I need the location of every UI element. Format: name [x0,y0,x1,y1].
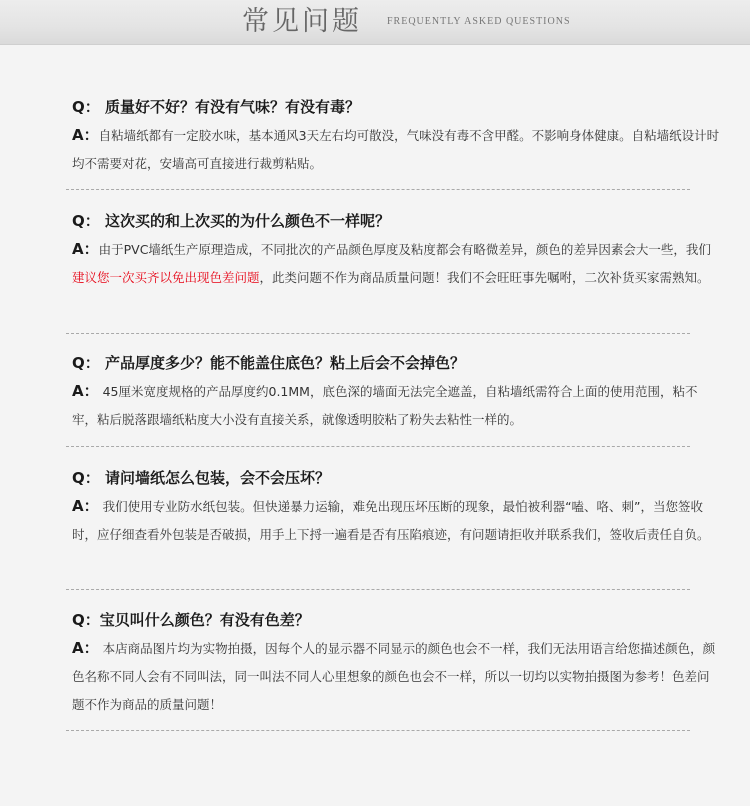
answer-text: 45厘米宽度规格的产品厚度约0.1MM，底色深的墙面无法完全遮盖，自粘墙纸需符合上面的使用范围，粘不牢，粘后脱落跟墙纸粘度大小没有直接关系，就像透明胶粘了粉失去粘性一样的。 [72,384,698,427]
answer-text: 自粘墙纸都有一定胶水味，基本通风3天左右均可散没，气味没有毒不含甲醛。不影响身体健康。自粘墙纸设计时均不需要对花，安墙高可直接进行裁剪粘贴。 [72,128,720,171]
faq-answer [72,121,720,178]
faq-answer [72,634,720,719]
faq-item [72,96,720,178]
faq-item [72,210,720,292]
answer-highlight: 建议您一次买齐以免出现色差问题 [72,270,260,285]
divider [66,333,690,334]
faq-item [72,467,720,549]
answer-label: A： [72,382,99,400]
answer-label: A： [72,639,99,657]
divider [66,446,690,447]
divider [66,589,690,590]
page-title: 常见问题 [242,6,362,37]
divider [66,189,690,190]
faq-question: Q：宝贝叫什么颜色？有没有色差？ [72,611,310,629]
faq-item [72,609,720,719]
divider [66,730,690,731]
answer-text: 由于PVC墙纸生产原理造成，不同批次的产品颜色厚度及粘度都会有略微差异，颜色的差异因素会大一些，我们 [98,242,711,257]
faq-answer [72,235,720,292]
faq-question: Q： 这次买的和上次买的为什么颜色不一样呢？ [72,212,390,230]
faq-question: Q： 质量好不好？有没有气味？有没有毒？ [72,98,360,116]
faq-answer [72,492,720,549]
faq-question: Q： 产品厚度多少？能不能盖住底色？粘上后会不会掉色？ [72,354,465,372]
answer-text: 本店商品图片均为实物拍摄，因每个人的显示器不同显示的颜色也会不一样，我们无法用语言给您描述颜色，颜色名称不同人会有不同叫法，同一叫法不同人心里想象的颜色也会不一样，所以一切均以实物拍摄图为参考！色差问题不作为商品的质量问题！ [72,641,716,712]
faq-item [72,352,720,434]
faq-question: Q： 请问墙纸怎么包装，会不会压坏？ [72,469,330,487]
answer-label: A： [72,497,99,515]
faq-header [0,0,750,45]
answer-label: A： [72,240,99,258]
answer-text-end: ，此类问题不作为商品质量问题！我们不会旺旺事先嘱咐，二次补货买家需熟知。 [259,270,710,285]
page-subtitle: FREQUENTLY ASKED QUESTIONS [387,16,571,27]
answer-label: A： [72,126,99,144]
faq-answer [72,377,720,434]
answer-text: 我们使用专业防水纸包装。但快递暴力运输，难免出现压坏压断的现象，最怕被利器“嗑、咯、刺”，当您签收时，应仔细查看外包装是否破损，用手上下捋一遍看是否有压陷痕迹，有问题请拒收并联系我们，签收后责任自负。 [72,499,710,542]
